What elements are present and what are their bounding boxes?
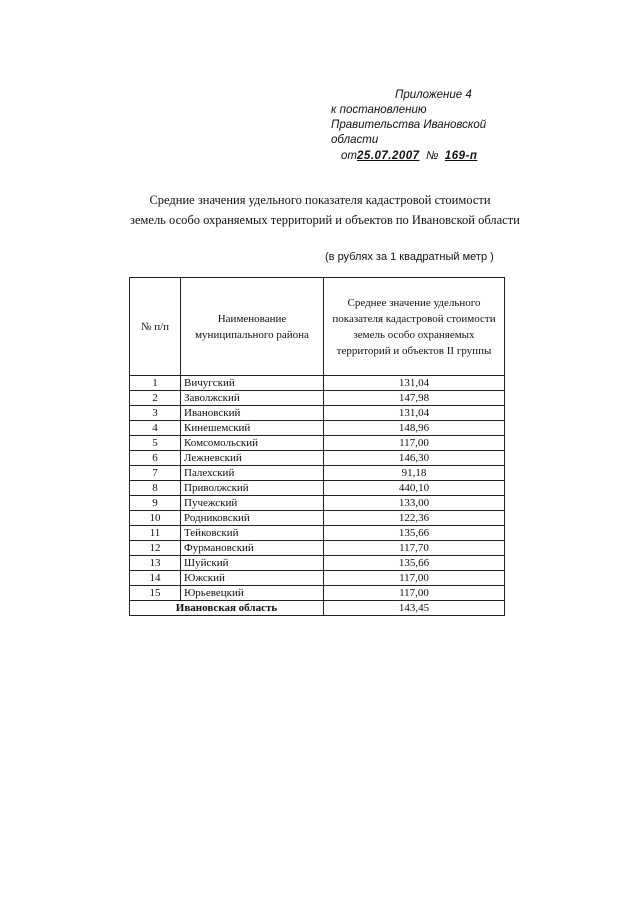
appendix-date-line <box>331 149 511 164</box>
row-district-name: Южский <box>181 571 324 586</box>
table-row <box>130 571 505 586</box>
row-district-name: Приволжский <box>181 481 324 496</box>
document-title <box>130 190 520 230</box>
row-num: 13 <box>130 556 181 571</box>
row-num: 2 <box>130 391 181 406</box>
row-num: 1 <box>130 376 181 391</box>
row-num: 14 <box>130 571 181 586</box>
cadastral-value-table <box>129 277 505 616</box>
row-value: 117,00 <box>324 586 505 601</box>
total-label: Ивановская область <box>130 601 324 616</box>
row-district-name: Родниковский <box>181 511 324 526</box>
number-prefix: № <box>425 150 439 162</box>
handwritten-number: 169-п <box>444 150 478 162</box>
table-row <box>130 541 505 556</box>
row-num: 8 <box>130 481 181 496</box>
row-num: 10 <box>130 511 181 526</box>
row-value: 147,98 <box>324 391 505 406</box>
appendix-title: Приложение 4 <box>395 89 472 101</box>
row-district-name: Юрьевецкий <box>181 586 324 601</box>
table-header-row <box>130 278 505 376</box>
row-num: 7 <box>130 466 181 481</box>
table-row <box>130 451 505 466</box>
table-row <box>130 391 505 406</box>
row-district-name: Вичугский <box>181 376 324 391</box>
row-district-name: Заволжский <box>181 391 324 406</box>
title-line-1: Средние значения удельного показателя кадастровой стоимости <box>149 193 491 207</box>
row-district-name: Лежневский <box>181 451 324 466</box>
row-value: 117,00 <box>324 436 505 451</box>
row-value: 148,96 <box>324 421 505 436</box>
row-value: 131,04 <box>324 376 505 391</box>
row-value: 117,00 <box>324 571 505 586</box>
row-num: 15 <box>130 586 181 601</box>
table-row <box>130 526 505 541</box>
table-row <box>130 406 505 421</box>
row-value: 135,66 <box>324 526 505 541</box>
row-value: 146,30 <box>324 451 505 466</box>
table-row <box>130 466 505 481</box>
row-district-name: Пучежский <box>181 496 324 511</box>
table-row <box>130 421 505 436</box>
table-row <box>130 481 505 496</box>
row-value: 131,04 <box>324 406 505 421</box>
header-num: № п/п <box>130 278 181 376</box>
table-row <box>130 436 505 451</box>
table-row <box>130 496 505 511</box>
table-row <box>130 376 505 391</box>
row-value: 133,00 <box>324 496 505 511</box>
row-num: 6 <box>130 451 181 466</box>
row-value: 91,18 <box>324 466 505 481</box>
table-row <box>130 586 505 601</box>
row-value: 122,36 <box>324 511 505 526</box>
row-num: 5 <box>130 436 181 451</box>
row-district-name: Ивановский <box>181 406 324 421</box>
date-prefix: от <box>341 150 357 162</box>
row-num: 12 <box>130 541 181 556</box>
row-value: 117,70 <box>324 541 505 556</box>
table-row <box>130 556 505 571</box>
row-num: 11 <box>130 526 181 541</box>
appendix-line-2: к постановлению <box>331 104 427 116</box>
row-num: 3 <box>130 406 181 421</box>
row-value: 135,66 <box>324 556 505 571</box>
table-body <box>130 376 505 601</box>
row-district-name: Фурмановский <box>181 541 324 556</box>
table-row <box>130 511 505 526</box>
appendix-block <box>331 88 511 164</box>
units-note: (в рублях за 1 квадратный метр ) <box>325 251 494 263</box>
header-value: Среднее значение удельного показателя кадастровой стоимости земель особо охраняемых территорий и объектов II группы <box>324 278 505 376</box>
row-district-name: Комсомольский <box>181 436 324 451</box>
row-district-name: Шуйский <box>181 556 324 571</box>
row-district-name: Тейковский <box>181 526 324 541</box>
row-num: 9 <box>130 496 181 511</box>
row-num: 4 <box>130 421 181 436</box>
title-line-2: земель особо охраняемых территорий и объектов по Ивановской области <box>130 213 520 227</box>
row-value: 440,10 <box>324 481 505 496</box>
appendix-line-4: области <box>331 134 379 146</box>
handwritten-date: 25.07.2007 <box>356 150 420 162</box>
appendix-line-3: Правительства Ивановской <box>331 119 487 131</box>
total-row <box>130 601 505 616</box>
total-value: 143,45 <box>324 601 505 616</box>
row-district-name: Палехский <box>181 466 324 481</box>
row-district-name: Кинешемский <box>181 421 324 436</box>
header-name: Наименование муниципального района <box>181 278 324 376</box>
